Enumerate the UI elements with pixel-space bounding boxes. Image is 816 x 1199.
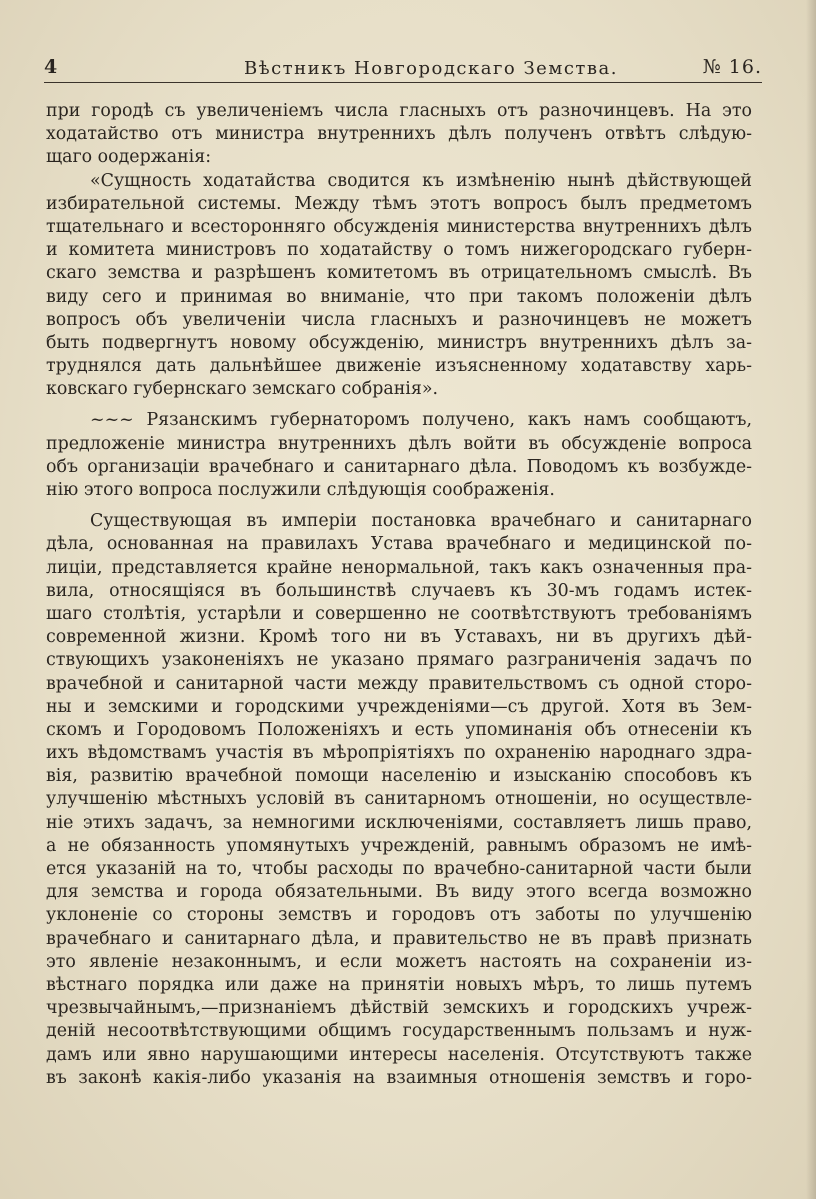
paragraph-gap (46, 401, 752, 409)
text-line: уклоненіе со стороны земствъ и городовъ отъ заботы по улучшенію (46, 905, 752, 926)
text-line: деній несоотвѣтствующими общимъ государственнымъ пользамъ и нуж- (46, 1021, 752, 1042)
text-line: ствующихъ узаконеніяхъ не указано прямаго разграниченія задачъ по (46, 650, 752, 671)
text-line: скомъ и Городовомъ Положеніяхъ и есть упоминанія объ отнесеніи къ (46, 719, 752, 740)
text-line: Существующая въ имперіи постановка врачебнаго и санитарнаго (90, 511, 752, 532)
text-line: предложеніе министра внутреннихъ дѣлъ войти въ обсужденіе вопроса (46, 433, 752, 454)
text-line: тщательнаго и всесторонняго обсужденія министерства внутреннихъ дѣлъ (46, 216, 752, 237)
text-line: врачебной и санитарной части между правительствомъ съ одной сторо- (46, 673, 752, 694)
text-line: вопросъ объ увеличеніи числа гласныхъ и разночинцевъ не можетъ (46, 309, 752, 330)
paragraph-considerations (46, 510, 752, 1090)
paragraph-quotation (46, 170, 752, 402)
running-title: Вѣстникъ Новгородскаго Земства. (244, 58, 618, 79)
text-line: ніе этихъ задачъ, за немногими исключеніями, составляетъ лишь право, (46, 812, 752, 833)
paragraph-news-item (46, 409, 752, 502)
text-line: ковскаго губернскаго земскаго собранія». (46, 379, 438, 400)
text-line: лиціи, представляется крайне ненормальной, такъ какъ означенныя пра- (46, 557, 752, 578)
text-line: вѣстнаго порядка или даже на принятіи новыхъ мѣръ, то лишь путемъ (46, 974, 752, 995)
text-line: для земства и города обязательными. Въ виду этого всегда возможно (46, 882, 752, 903)
text-line: избирательной системы. Между тѣмъ этотъ вопросъ былъ предметомъ (46, 193, 752, 214)
text-line: скаго земства и разрѣшенъ комитетомъ въ отрицательномъ смыслѣ. Въ (46, 263, 752, 284)
text-line: ны и земскими и городскими учрежденіями—съ другой. Хотя въ Зем- (46, 696, 752, 717)
text-line: быть подвергнутъ новому обсужденію, министръ внутреннихъ дѣлъ за- (46, 332, 752, 353)
paragraph-gap (46, 502, 752, 510)
text-line: ходатайство отъ министра внутреннихъ дѣлъ полученъ отвѣтъ слѣдую- (46, 124, 752, 145)
text-line: улучшенію мѣстныхъ условій въ санитарномъ отношеніи, но осуществле- (46, 789, 752, 810)
text-line: виду сего и принимая во вниманіе, что при такомъ положеніи дѣлъ (46, 286, 752, 307)
text-line: а не обязанность упомянутыхъ учрежденій, равнымъ образомъ не имѣ- (46, 835, 752, 856)
text-line: труднялся дать дальнѣйшее движеніе изъясненному ходатавству харь- (46, 356, 752, 377)
page-number: 4 (44, 56, 58, 78)
text-line: вія, развитію врачебной помощи населенію и изысканію способовъ къ (46, 766, 752, 787)
text-line: «Сущность ходатайства сводится къ измѣненію нынѣ дѣйствующей (90, 170, 752, 191)
body-text (46, 100, 752, 1090)
text-line: современной жизни. Кромѣ того ни въ Уставахъ, ни въ другихъ дѣй- (46, 627, 752, 648)
header-rule (44, 82, 762, 83)
text-line: щаго оодержанія: (46, 147, 212, 168)
text-line: шаго столѣтія, устарѣли и совершенно не соотвѣтствуютъ требованіямъ (46, 603, 752, 624)
text-line: это явленіе незаконнымъ, и если можетъ настоять на сохраненіи из- (46, 951, 752, 972)
paragraph-continuation (46, 100, 752, 170)
text-line: и комитета министровъ по ходатайству о томъ нижегородскаго губерн- (46, 240, 752, 261)
text-line: ~~~ Рязанскимъ губернаторомъ получено, какъ намъ сообщаютъ, (90, 410, 752, 431)
text-line: ихъ вѣдомствамъ участія въ мѣропріятіяхъ по охраненію народнаго здра- (46, 743, 752, 764)
text-line: ется указаній на то, чтобы расходы по врачебно-санитарной части были (46, 859, 752, 879)
text-line: вила, относящіяся въ большинствѣ случаевъ къ 30-мъ годамъ истек- (46, 580, 752, 601)
text-line: при городѣ съ увеличеніемъ числа гласныхъ отъ разночинцевъ. На это (46, 101, 752, 121)
page-edge-shadow (806, 0, 816, 1199)
issue-number: № 16. (702, 56, 762, 78)
text-line: врачебнаго и санитарнаго дѣла, и правительство не въ правѣ признать (46, 928, 752, 949)
text-line: дамъ или явно нарушающими интересы населенія. Отсутствуютъ также (46, 1044, 752, 1065)
text-line: объ организаціи врачебнаго и санитарнаго дѣла. Поводомъ къ возбужде- (46, 456, 752, 477)
text-line: нію этого вопроса послужили слѣдующія соображенія. (46, 480, 555, 500)
page-header (44, 52, 764, 82)
text-line: дѣла, основанная на правилахъ Устава врачебнаго и медицинской по- (46, 534, 752, 555)
text-line: чрезвычайнымъ,—признаніемъ дѣйствій земскихъ и городскихъ учреж- (46, 998, 752, 1019)
text-line: въ законѣ какія-либо указанія на взаимныя отношенія земствъ и горо- (46, 1067, 752, 1088)
